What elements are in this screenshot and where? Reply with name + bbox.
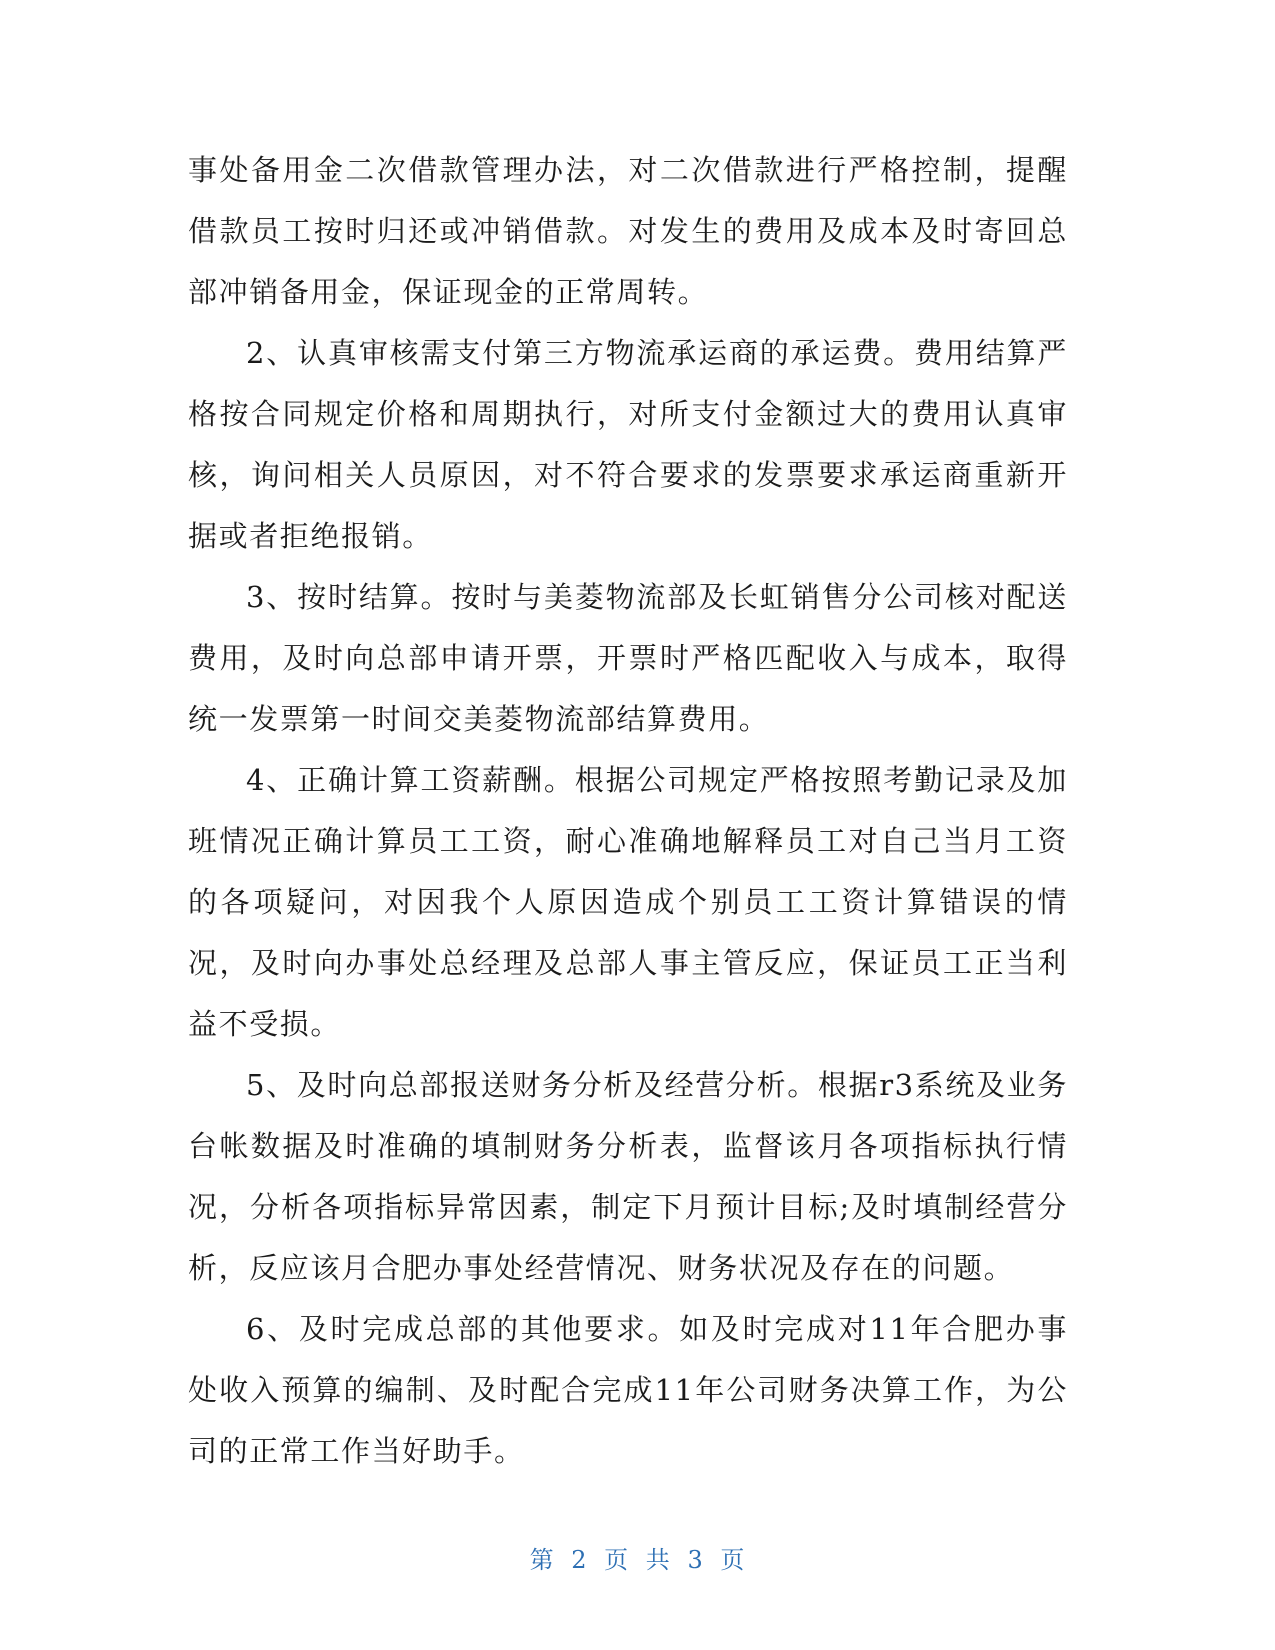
paragraph-item-6: 6、及时完成总部的其他要求。如及时完成对11年合肥办事处收入预算的编制、及时配合完成11年公司财务决算工作，为公司的正常工作当好助手。 bbox=[188, 1312, 1068, 1468]
document-body bbox=[188, 140, 1068, 1482]
paragraph-item-5: 5、及时向总部报送财务分析及经营分析。根据r3系统及业务台帐数据及时准确的填制财务分析表，监督该月各项指标执行情况，分析各项指标异常因素，制定下月预计目标;及时填制经营分析，反应该月合肥办事处经营情况、财务状况及存在的问题。 bbox=[188, 1068, 1068, 1285]
paragraph-item-4: 4、正确计算工资薪酬。根据公司规定严格按照考勤记录及加班情况正确计算员工工资，耐心准确地解释员工对自己当月工资的各项疑问，对因我个人原因造成个别员工工资计算错误的情况，及时向办事处总经理及总部人事主管反应，保证员工正当利益不受损。 bbox=[188, 763, 1068, 1041]
paragraph-item-3: 3、按时结算。按时与美菱物流部及长虹销售分公司核对配送费用，及时向总部申请开票，开票时严格匹配收入与成本，取得统一发票第一时间交美菱物流部结算费用。 bbox=[188, 580, 1068, 736]
paragraph-continuation: 事处备用金二次借款管理办法，对二次借款进行严格控制，提醒借款员工按时归还或冲销借款。对发生的费用及成本及时寄回总部冲销备用金，保证现金的正常周转。 bbox=[188, 153, 1068, 309]
page-number-footer: 第 2 页 共 3 页 bbox=[529, 1546, 746, 1574]
paragraph-item-2: 2、认真审核需支付第三方物流承运商的承运费。费用结算严格按合同规定价格和周期执行，对所支付金额过大的费用认真审核，询问相关人员原因，对不符合要求的发票要求承运商重新开据或者拒绝报销。 bbox=[188, 336, 1068, 553]
